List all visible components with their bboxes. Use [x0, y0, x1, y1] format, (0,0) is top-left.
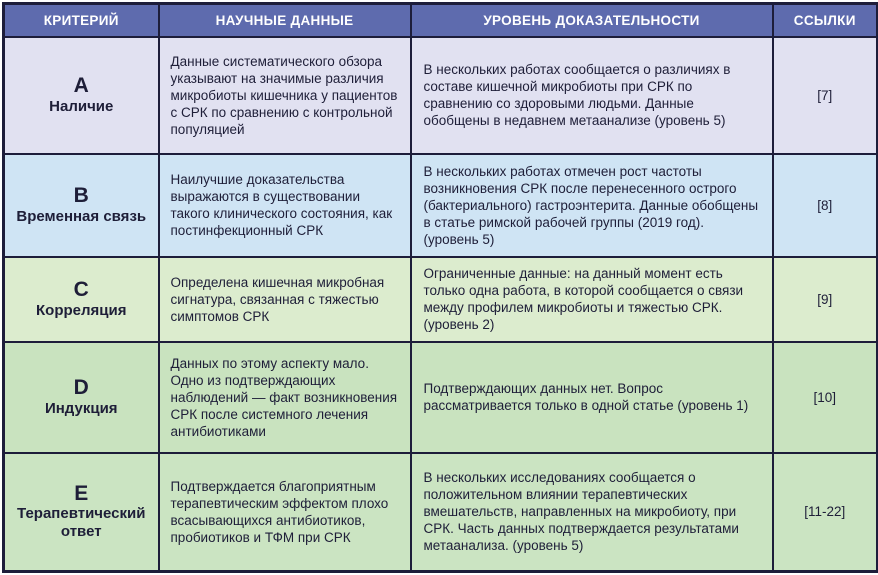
scientific-data-cell: Данные систематического обзора указывают на значимые различия микробиоты кишечника у пациентов с СРК по сравнению с контрольной популяцией: [159, 37, 411, 154]
table-row-d: [4, 342, 878, 453]
evidence-level-cell: Ограниченные данные: на данный момент есть только одна работа, в которой сообщается о связи между профилем микробиоты и тяжестью СРК. (уровень 2): [411, 257, 773, 342]
header-references: ССЫЛКИ: [773, 4, 878, 37]
evidence-level-cell: В нескольких работах отмечен рост частоты возникновения СРК после перенесенного острого (бактериального) гастроэнтерита. Данные обобщены в статье римской рабочей группы (2019 год). (уровень 5): [411, 154, 773, 257]
criterion-cell: [4, 342, 159, 453]
header-row: [4, 4, 878, 37]
scientific-data-cell: Наилучшие доказательства выражаются в существовании такого клинического состояния, как постинфекционный СРК: [159, 154, 411, 257]
criterion-name: Терапевтический ответ: [17, 505, 146, 541]
evidence-table: [2, 2, 878, 573]
evidence-level-cell: Подтверждающих данных нет. Вопрос рассматривается только в одной статье (уровень 1): [411, 342, 773, 453]
evidence-level-cell: В нескольких исследованиях сообщается о положительном влиянии терапевтических вмешательств, направленных на микробиоту, при СРК. Часть данных подтверждается результатами метаанализа. (уровень 5): [411, 453, 773, 572]
criterion-letter: A: [73, 74, 89, 98]
criterion-name: Наличие: [49, 97, 114, 115]
criterion-letter: D: [73, 376, 89, 400]
table-row-e: [4, 453, 878, 572]
criterion-cell: [4, 453, 159, 572]
criterion-name: Временная связь: [16, 207, 147, 225]
table-row-a: [4, 37, 878, 154]
criterion-cell: [4, 257, 159, 342]
table-row-c: [4, 257, 878, 342]
reference-cell: [8]: [773, 154, 878, 257]
header-scientific-data: НАУЧНЫЕ ДАННЫЕ: [159, 4, 411, 37]
reference-cell: [7]: [773, 37, 878, 154]
criterion-letter: E: [74, 482, 89, 506]
criterion-cell: [4, 37, 159, 154]
criterion-name: Индукция: [44, 399, 118, 417]
scientific-data-cell: Подтверждается благоприятным терапевтическим эффектом плохо всасывающихся антибиотиков, пробиотиков и ТФМ при СРК: [159, 453, 411, 572]
criterion-letter: B: [73, 184, 89, 208]
reference-cell: [10]: [773, 342, 878, 453]
scientific-data-cell: Определена кишечная микробная сигнатура, связанная с тяжестью симптомов СРК: [159, 257, 411, 342]
reference-cell: [9]: [773, 257, 878, 342]
table-row-b: [4, 154, 878, 257]
header-evidence-level: УРОВЕНЬ ДОКАЗАТЕЛЬНОСТИ: [411, 4, 773, 37]
criterion-name: Корреляция: [36, 301, 127, 319]
scientific-data-cell: Данных по этому аспекту мало. Одно из подтверждающих наблюдений — факт возникновения СРК после системного лечения антибиотиками: [159, 342, 411, 453]
criterion-letter: C: [73, 278, 89, 302]
reference-cell: [11-22]: [773, 453, 878, 572]
header-criterion: КРИТЕРИЙ: [4, 4, 159, 37]
evidence-level-cell: В нескольких работах сообщается о различиях в составе кишечной микробиоты при СРК по сравнению со здоровыми людьми. Данные обобщены в недавнем метаанализе (уровень 5): [411, 37, 773, 154]
criterion-cell: [4, 154, 159, 257]
